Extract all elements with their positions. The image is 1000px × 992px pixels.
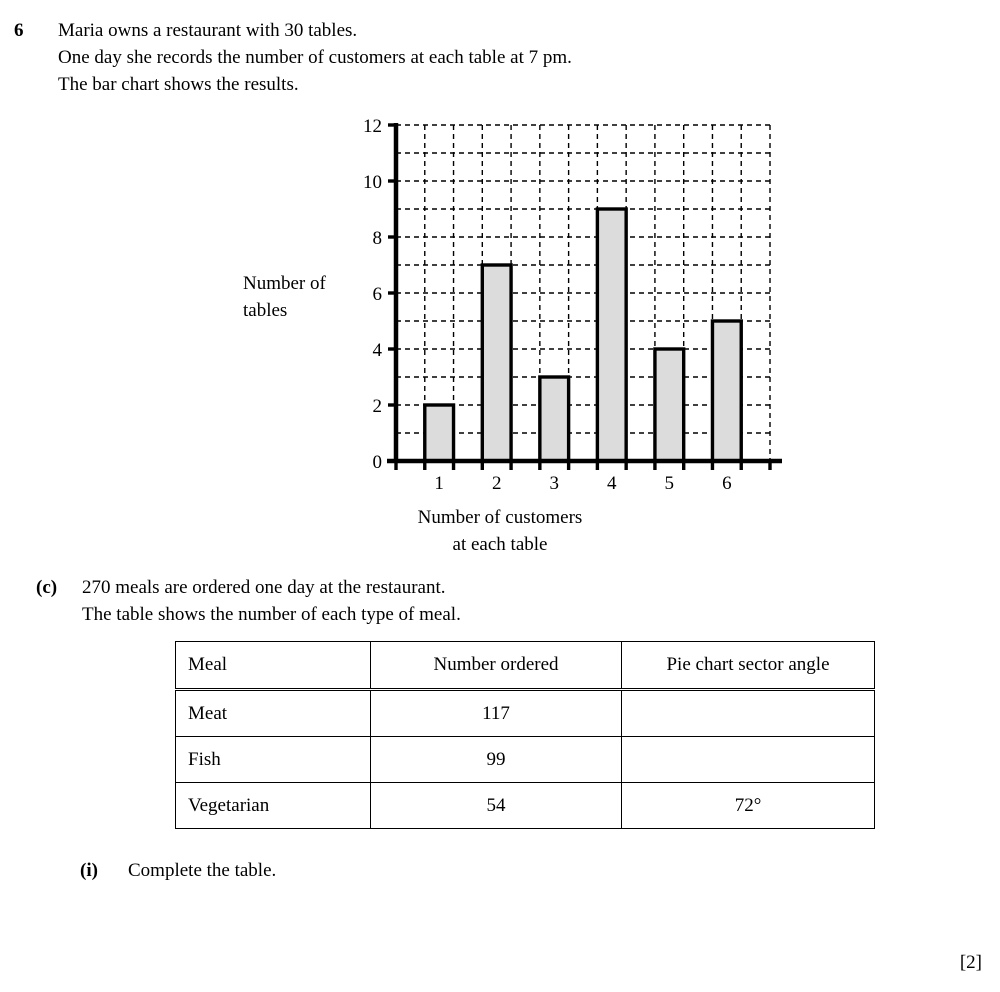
cell-meal-fish: Fish <box>176 737 371 783</box>
y-tick-label: 2 <box>372 396 382 417</box>
y-tick-label: 6 <box>372 284 382 305</box>
x-tick-label: 3 <box>549 473 559 494</box>
part-c-line-1: 270 meals are ordered one day at the restaurant. <box>82 577 446 598</box>
cell-meal-vegetarian: Vegetarian <box>176 783 371 829</box>
x-tick-label: 5 <box>664 473 675 494</box>
x-tick-label: 1 <box>434 473 444 494</box>
column-header-angle: Pie chart sector angle <box>622 642 875 690</box>
meal-table-body <box>176 690 875 829</box>
cell-angle-vegetarian: 72° <box>622 783 875 829</box>
bar-6 <box>712 321 741 461</box>
column-header-number: Number ordered <box>371 642 622 690</box>
table-row <box>176 690 875 737</box>
part-c-text <box>82 574 461 628</box>
cell-number-vegetarian: 54 <box>371 783 622 829</box>
stem-line-2: One day she records the number of customers at each table at 7 pm. <box>58 47 572 68</box>
stem-line-1: Maria owns a restaurant with 30 tables. <box>58 20 358 41</box>
x-axis-label-line-1: Number of customers <box>417 507 583 528</box>
marks-allocation: [2] <box>959 952 982 973</box>
y-axis-label-line-1: Number of <box>243 273 326 294</box>
stem-line-3: The bar chart shows the results. <box>58 74 299 95</box>
x-axis-label-line-2: at each table <box>452 534 548 555</box>
y-tick-label: 4 <box>372 340 382 361</box>
cell-number-fish: 99 <box>371 737 622 783</box>
part-i-label: (i) <box>80 860 98 881</box>
part-c-label: (c) <box>36 577 58 598</box>
bar-5 <box>655 349 684 461</box>
x-axis-label <box>0 504 1000 558</box>
x-tick-label: 2 <box>491 473 502 494</box>
table-row <box>176 737 875 783</box>
y-tick-label: 10 <box>363 172 382 193</box>
y-axis-label-line-2: tables <box>243 300 288 321</box>
x-tick-label: 4 <box>607 473 617 494</box>
table-header-row <box>176 642 875 690</box>
bar-3 <box>540 377 569 461</box>
cell-number-meat: 117 <box>371 690 622 737</box>
cell-angle-fish-blank[interactable] <box>622 737 875 783</box>
part-c-line-2: The table shows the number of each type of meal. <box>82 604 461 625</box>
column-header-meal: Meal <box>176 642 371 690</box>
question-stem <box>58 17 572 98</box>
bar-1 <box>425 405 454 461</box>
bar-4 <box>597 209 626 461</box>
part-i-text: Complete the table. <box>128 860 277 881</box>
bar-2 <box>482 265 511 461</box>
meal-table <box>175 641 875 829</box>
y-tick-label: 12 <box>363 116 382 137</box>
y-axis-label <box>243 270 326 324</box>
meal-table-head <box>176 642 875 690</box>
y-tick-label: 8 <box>372 228 382 249</box>
cell-angle-meat-blank[interactable] <box>622 690 875 737</box>
cell-meal-meat: Meat <box>176 690 371 737</box>
y-tick-label: 0 <box>372 452 382 473</box>
table-row <box>176 783 875 829</box>
question-number: 6 <box>14 20 24 41</box>
x-tick-label: 6 <box>722 473 732 494</box>
